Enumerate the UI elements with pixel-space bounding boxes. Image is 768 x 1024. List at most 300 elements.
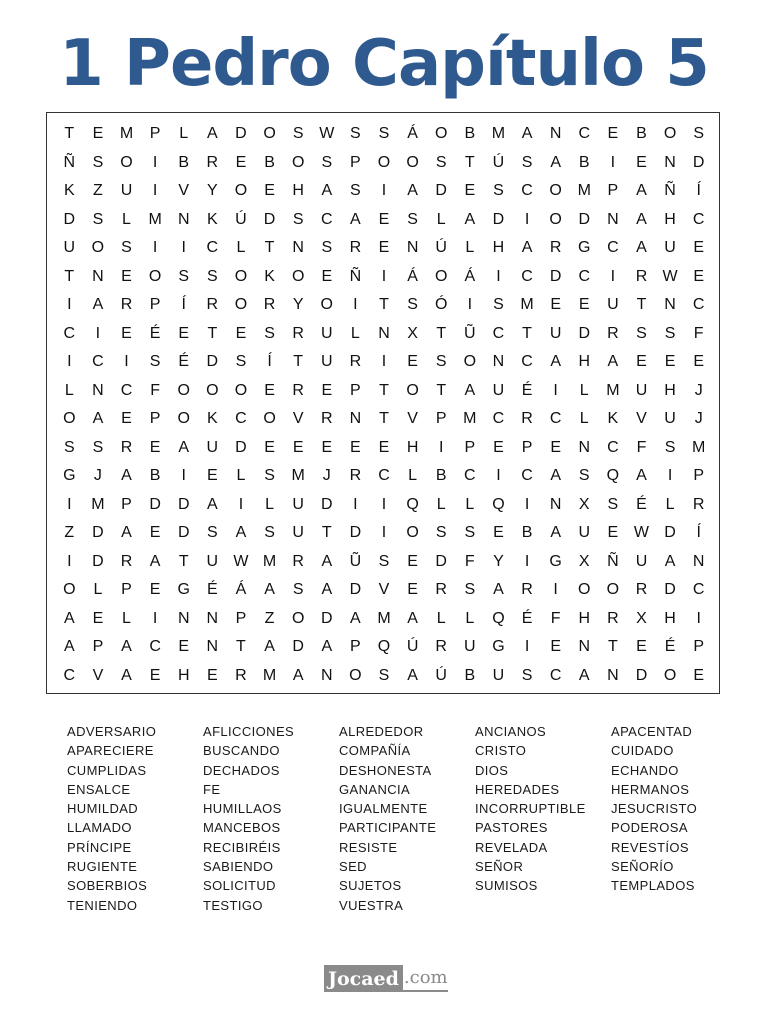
grid-cell[interactable]: D xyxy=(435,552,447,570)
grid-cell[interactable]: K xyxy=(264,267,275,285)
grid-cell[interactable]: A xyxy=(207,125,218,143)
grid-cell[interactable]: G xyxy=(578,239,591,257)
grid-cell[interactable]: S xyxy=(207,524,218,542)
grid-cell[interactable]: I xyxy=(381,353,387,371)
grid-cell[interactable]: L xyxy=(122,210,131,228)
grid-cell[interactable]: U xyxy=(664,410,676,428)
grid-cell[interactable]: Ó xyxy=(434,296,448,314)
grid-cell[interactable]: O xyxy=(349,666,362,684)
grid-cell[interactable]: H xyxy=(578,609,591,627)
grid-cell[interactable]: I xyxy=(152,182,158,200)
grid-cell[interactable]: Í xyxy=(181,296,186,314)
grid-cell[interactable]: E xyxy=(121,267,132,285)
grid-cell[interactable]: I xyxy=(181,467,186,485)
grid-cell[interactable]: L xyxy=(236,239,246,257)
grid-cell[interactable]: T xyxy=(464,153,475,171)
grid-cell[interactable]: S xyxy=(378,125,390,143)
grid-cell[interactable]: T xyxy=(436,324,447,342)
grid-cell[interactable]: B xyxy=(636,125,647,143)
grid-cell[interactable]: R xyxy=(120,438,133,456)
grid-cell[interactable]: A xyxy=(350,210,361,228)
grid-cell[interactable]: O xyxy=(234,182,248,200)
grid-cell[interactable]: E xyxy=(321,438,333,456)
grid-cell[interactable]: S xyxy=(63,438,75,456)
grid-cell[interactable]: S xyxy=(493,296,504,314)
grid-cell[interactable]: T xyxy=(379,381,389,399)
grid-cell[interactable]: O xyxy=(177,381,190,399)
grid-cell[interactable]: Q xyxy=(492,495,505,513)
grid-cell[interactable]: U xyxy=(206,438,219,456)
grid-cell[interactable]: S xyxy=(493,182,504,200)
grid-cell[interactable]: G xyxy=(549,552,562,570)
grid-cell[interactable]: Ñ xyxy=(349,267,362,285)
grid-cell[interactable]: D xyxy=(320,495,333,513)
grid-cell[interactable]: V xyxy=(407,410,418,428)
grid-cell[interactable]: U xyxy=(549,324,562,342)
grid-cell[interactable]: Z xyxy=(93,182,103,200)
grid-cell[interactable]: D xyxy=(92,552,104,570)
grid-cell[interactable]: E xyxy=(378,239,390,257)
grid-cell[interactable]: K xyxy=(207,410,218,428)
grid-cell[interactable]: S xyxy=(292,581,304,599)
grid-cell[interactable]: N xyxy=(664,153,676,171)
grid-cell[interactable]: É xyxy=(636,495,647,513)
grid-cell[interactable]: E xyxy=(378,438,390,456)
grid-cell[interactable]: O xyxy=(663,125,677,143)
grid-cell[interactable]: Á xyxy=(407,125,418,143)
grid-cell[interactable]: F xyxy=(150,381,160,399)
grid-cell[interactable]: E xyxy=(149,524,161,542)
grid-cell[interactable]: Í xyxy=(696,524,701,542)
grid-cell[interactable]: E xyxy=(550,438,561,456)
grid-cell[interactable]: P xyxy=(350,153,361,171)
grid-cell[interactable]: C xyxy=(521,182,533,200)
grid-cell[interactable]: O xyxy=(291,267,305,285)
grid-cell[interactable]: I xyxy=(610,267,616,285)
grid-cell[interactable]: U xyxy=(320,353,333,371)
grid-cell[interactable]: S xyxy=(178,267,190,285)
grid-cell[interactable]: L xyxy=(350,324,360,342)
grid-cell[interactable]: S xyxy=(321,239,333,257)
grid-cell[interactable]: S xyxy=(664,324,676,342)
grid-cell[interactable]: A xyxy=(521,125,533,143)
grid-cell[interactable]: C xyxy=(63,324,76,342)
grid-cell[interactable]: U xyxy=(607,296,619,314)
grid-cell[interactable]: P xyxy=(435,410,447,428)
grid-cell[interactable]: N xyxy=(349,410,362,428)
grid-cell[interactable]: P xyxy=(235,609,247,627)
grid-cell[interactable]: A xyxy=(664,552,676,570)
grid-cell[interactable]: O xyxy=(434,267,448,285)
grid-cell[interactable]: I xyxy=(67,296,72,314)
grid-cell[interactable]: D xyxy=(635,666,648,684)
grid-cell[interactable]: M xyxy=(692,438,706,456)
grid-cell[interactable]: R xyxy=(292,324,304,342)
grid-cell[interactable]: E xyxy=(693,353,705,371)
grid-cell[interactable]: K xyxy=(207,210,218,228)
grid-cell[interactable]: É xyxy=(178,353,190,371)
grid-cell[interactable]: D xyxy=(235,438,247,456)
grid-cell[interactable]: E xyxy=(121,410,132,428)
grid-cell[interactable]: Í xyxy=(696,182,701,200)
grid-cell[interactable]: L xyxy=(93,581,103,599)
grid-cell[interactable]: B xyxy=(464,125,476,143)
grid-cell[interactable]: Ú xyxy=(492,153,505,171)
grid-cell[interactable]: C xyxy=(692,296,705,314)
grid-cell[interactable]: C xyxy=(692,210,705,228)
grid-cell[interactable]: N xyxy=(578,438,591,456)
grid-cell[interactable]: I xyxy=(496,267,501,285)
grid-cell[interactable]: J xyxy=(93,467,102,485)
grid-cell[interactable]: M xyxy=(119,125,134,143)
grid-cell[interactable]: M xyxy=(520,296,534,314)
grid-cell[interactable]: A xyxy=(578,666,590,684)
grid-cell[interactable]: R xyxy=(635,267,648,285)
grid-cell[interactable]: C xyxy=(464,467,476,485)
grid-cell[interactable]: C xyxy=(549,666,562,684)
grid-cell[interactable]: M xyxy=(606,381,620,399)
grid-cell[interactable]: E xyxy=(264,438,275,456)
grid-cell[interactable]: C xyxy=(607,239,619,257)
grid-cell[interactable]: A xyxy=(607,353,619,371)
grid-cell[interactable]: R xyxy=(607,609,619,627)
grid-cell[interactable]: P xyxy=(121,495,132,513)
grid-cell[interactable]: D xyxy=(692,153,705,171)
grid-cell[interactable]: É xyxy=(149,324,161,342)
grid-cell[interactable]: B xyxy=(464,666,476,684)
grid-cell[interactable]: O xyxy=(177,410,190,428)
grid-cell[interactable]: E xyxy=(92,125,104,143)
grid-cell[interactable]: O xyxy=(549,182,562,200)
grid-cell[interactable]: I xyxy=(152,609,158,627)
grid-cell[interactable]: A xyxy=(121,524,132,542)
grid-cell[interactable]: D xyxy=(177,495,190,513)
grid-cell[interactable]: D xyxy=(92,524,104,542)
grid-cell[interactable]: C xyxy=(235,410,247,428)
grid-cell[interactable]: A xyxy=(464,381,476,399)
grid-cell[interactable]: A xyxy=(550,353,561,371)
grid-cell[interactable]: M xyxy=(91,495,105,513)
grid-cell[interactable]: N xyxy=(492,353,505,371)
grid-cell[interactable]: C xyxy=(521,353,533,371)
grid-cell[interactable]: X xyxy=(578,495,590,513)
grid-cell[interactable]: Ú xyxy=(235,210,247,228)
grid-cell[interactable]: S xyxy=(121,239,132,257)
grid-cell[interactable]: S xyxy=(664,438,676,456)
grid-cell[interactable]: V xyxy=(378,581,390,599)
grid-cell[interactable]: A xyxy=(550,153,561,171)
grid-cell[interactable]: S xyxy=(607,495,619,513)
grid-cell[interactable]: B xyxy=(178,153,190,171)
grid-cell[interactable]: O xyxy=(263,125,276,143)
grid-cell[interactable]: O xyxy=(406,153,419,171)
grid-cell[interactable]: S xyxy=(92,153,104,171)
grid-cell[interactable]: R xyxy=(235,666,247,684)
grid-cell[interactable]: A xyxy=(350,609,361,627)
grid-cell[interactable]: A xyxy=(264,638,275,656)
grid-cell[interactable]: E xyxy=(149,581,161,599)
grid-cell[interactable]: D xyxy=(177,524,190,542)
grid-cell[interactable]: S xyxy=(636,324,647,342)
grid-cell[interactable]: H xyxy=(292,182,304,200)
grid-cell[interactable]: O xyxy=(434,125,448,143)
grid-cell[interactable]: I xyxy=(95,324,101,342)
grid-cell[interactable]: N xyxy=(292,239,304,257)
grid-cell[interactable]: N xyxy=(177,609,190,627)
grid-cell[interactable]: E xyxy=(378,210,390,228)
grid-cell[interactable]: I xyxy=(67,353,72,371)
grid-cell[interactable]: P xyxy=(92,638,104,656)
grid-cell[interactable]: R xyxy=(292,381,304,399)
grid-cell[interactable]: P xyxy=(521,438,533,456)
grid-cell[interactable]: T xyxy=(379,410,389,428)
grid-cell[interactable]: O xyxy=(63,581,76,599)
grid-cell[interactable]: P xyxy=(464,438,476,456)
grid-cell[interactable]: S xyxy=(264,467,275,485)
grid-cell[interactable]: D xyxy=(349,524,362,542)
grid-cell[interactable]: N xyxy=(206,609,219,627)
grid-cell[interactable]: I xyxy=(353,495,358,513)
grid-cell[interactable]: E xyxy=(207,467,218,485)
grid-cell[interactable]: L xyxy=(436,495,446,513)
grid-cell[interactable]: T xyxy=(321,524,332,542)
grid-cell[interactable]: A xyxy=(321,581,333,599)
grid-cell[interactable]: Ú xyxy=(435,666,447,684)
grid-cell[interactable]: A xyxy=(121,467,132,485)
grid-cell[interactable]: R xyxy=(549,239,562,257)
grid-cell[interactable]: I xyxy=(524,210,530,228)
grid-cell[interactable]: N xyxy=(664,296,676,314)
grid-cell[interactable]: E xyxy=(235,324,247,342)
grid-cell[interactable]: O xyxy=(606,581,620,599)
grid-cell[interactable]: C xyxy=(549,410,562,428)
grid-cell[interactable]: E xyxy=(178,638,190,656)
grid-cell[interactable]: V xyxy=(292,410,304,428)
grid-cell[interactable]: P xyxy=(149,410,161,428)
grid-cell[interactable]: J xyxy=(694,381,703,399)
grid-cell[interactable]: A xyxy=(92,296,104,314)
grid-cell[interactable]: E xyxy=(578,296,590,314)
grid-cell[interactable]: B xyxy=(149,467,161,485)
grid-cell[interactable]: É xyxy=(521,381,533,399)
grid-cell[interactable]: G xyxy=(63,467,76,485)
grid-cell[interactable]: A xyxy=(636,239,647,257)
grid-cell[interactable]: Q xyxy=(406,495,419,513)
grid-cell[interactable]: Y xyxy=(493,552,504,570)
grid-cell[interactable]: S xyxy=(264,324,275,342)
grid-cell[interactable]: E xyxy=(92,609,104,627)
grid-cell[interactable]: E xyxy=(607,524,619,542)
grid-cell[interactable]: R xyxy=(120,552,133,570)
grid-cell[interactable]: R xyxy=(635,581,648,599)
grid-cell[interactable]: C xyxy=(92,353,104,371)
grid-cell[interactable]: I xyxy=(381,495,387,513)
grid-cell[interactable]: B xyxy=(578,153,590,171)
grid-cell[interactable]: R xyxy=(206,296,219,314)
grid-cell[interactable]: E xyxy=(636,353,647,371)
grid-cell[interactable]: N xyxy=(549,125,562,143)
grid-cell[interactable]: N xyxy=(406,239,419,257)
grid-cell[interactable]: D xyxy=(578,324,591,342)
grid-cell[interactable]: X xyxy=(636,609,647,627)
grid-cell[interactable]: N xyxy=(607,210,619,228)
grid-cell[interactable]: N xyxy=(549,495,562,513)
grid-cell[interactable]: H xyxy=(664,381,676,399)
grid-cell[interactable]: I xyxy=(553,581,558,599)
grid-cell[interactable]: T xyxy=(264,239,275,257)
grid-cell[interactable]: E xyxy=(407,353,418,371)
grid-cell[interactable]: Y xyxy=(292,296,304,314)
grid-cell[interactable]: R xyxy=(349,353,362,371)
grid-cell[interactable]: L xyxy=(436,210,446,228)
grid-cell[interactable]: X xyxy=(578,552,590,570)
grid-cell[interactable]: H xyxy=(664,210,676,228)
grid-cell[interactable]: C xyxy=(149,638,161,656)
grid-cell[interactable]: M xyxy=(262,552,277,570)
grid-cell[interactable]: A xyxy=(407,182,418,200)
grid-cell[interactable]: U xyxy=(292,495,304,513)
grid-cell[interactable]: S xyxy=(292,125,304,143)
grid-cell[interactable]: R xyxy=(521,581,533,599)
grid-cell[interactable]: S xyxy=(435,353,447,371)
grid-cell[interactable]: R xyxy=(120,296,133,314)
grid-cell[interactable]: I xyxy=(353,296,358,314)
grid-cell[interactable]: E xyxy=(264,381,275,399)
grid-cell[interactable]: V xyxy=(178,182,190,200)
grid-cell[interactable]: É xyxy=(207,581,218,599)
grid-cell[interactable]: D xyxy=(549,267,562,285)
grid-cell[interactable]: T xyxy=(379,296,389,314)
grid-cell[interactable]: I xyxy=(152,239,158,257)
grid-cell[interactable]: S xyxy=(435,524,447,542)
grid-cell[interactable]: F xyxy=(550,609,561,627)
grid-cell[interactable]: E xyxy=(493,524,504,542)
grid-cell[interactable]: I xyxy=(124,353,129,371)
grid-cell[interactable]: T xyxy=(636,296,647,314)
grid-cell[interactable]: A xyxy=(235,524,247,542)
grid-cell[interactable]: Ú xyxy=(406,638,419,656)
grid-cell[interactable]: T xyxy=(607,638,618,656)
grid-cell[interactable]: D xyxy=(206,353,219,371)
grid-cell[interactable]: M xyxy=(577,182,591,200)
grid-cell[interactable]: S xyxy=(378,666,390,684)
grid-cell[interactable]: E xyxy=(693,666,705,684)
grid-cell[interactable]: M xyxy=(148,210,162,228)
grid-cell[interactable]: Ũ xyxy=(464,324,476,342)
grid-cell[interactable]: F xyxy=(693,324,704,342)
grid-cell[interactable]: S xyxy=(578,467,590,485)
grid-cell[interactable]: Í xyxy=(267,353,272,371)
grid-cell[interactable]: I xyxy=(381,267,387,285)
grid-cell[interactable]: U xyxy=(206,552,219,570)
grid-cell[interactable]: E xyxy=(321,267,333,285)
grid-cell[interactable]: W xyxy=(233,552,249,570)
grid-cell[interactable]: D xyxy=(664,524,676,542)
grid-cell[interactable]: W xyxy=(662,267,678,285)
grid-cell[interactable]: O xyxy=(263,410,276,428)
grid-cell[interactable]: C xyxy=(521,267,533,285)
grid-cell[interactable]: U xyxy=(664,239,676,257)
grid-cell[interactable]: I xyxy=(381,524,387,542)
grid-cell[interactable]: A xyxy=(321,638,333,656)
grid-cell[interactable]: A xyxy=(464,210,476,228)
grid-cell[interactable]: C xyxy=(120,381,133,399)
grid-cell[interactable]: L xyxy=(579,381,589,399)
grid-cell[interactable]: O xyxy=(291,153,305,171)
grid-cell[interactable]: E xyxy=(693,267,705,285)
grid-cell[interactable]: E xyxy=(178,324,190,342)
grid-cell[interactable]: Á xyxy=(235,581,247,599)
grid-cell[interactable]: É xyxy=(664,638,676,656)
grid-cell[interactable]: D xyxy=(235,125,247,143)
grid-cell[interactable]: T xyxy=(207,324,218,342)
grid-cell[interactable]: O xyxy=(377,153,391,171)
grid-cell[interactable]: I xyxy=(438,438,444,456)
grid-cell[interactable]: S xyxy=(464,581,476,599)
grid-cell[interactable]: C xyxy=(492,324,505,342)
grid-cell[interactable]: A xyxy=(63,609,75,627)
grid-cell[interactable]: W xyxy=(633,524,650,542)
grid-cell[interactable]: N xyxy=(607,666,619,684)
grid-cell[interactable]: O xyxy=(234,296,248,314)
grid-cell[interactable]: L xyxy=(465,239,475,257)
grid-cell[interactable]: S xyxy=(207,267,218,285)
grid-cell[interactable]: F xyxy=(464,552,475,570)
grid-cell[interactable]: O xyxy=(406,381,419,399)
grid-cell[interactable]: O xyxy=(463,353,477,371)
grid-cell[interactable]: S xyxy=(292,210,304,228)
grid-cell[interactable]: Ñ xyxy=(607,552,619,570)
grid-cell[interactable]: C xyxy=(63,666,76,684)
grid-cell[interactable]: N xyxy=(692,552,705,570)
grid-cell[interactable]: Á xyxy=(407,267,418,285)
grid-cell[interactable]: C xyxy=(378,467,390,485)
grid-cell[interactable]: C xyxy=(521,467,533,485)
grid-cell[interactable]: Z xyxy=(64,524,75,542)
grid-cell[interactable]: A xyxy=(63,638,75,656)
grid-cell[interactable]: Q xyxy=(492,609,505,627)
grid-cell[interactable]: I xyxy=(152,153,158,171)
grid-cell[interactable]: I xyxy=(381,182,387,200)
grid-cell[interactable]: E xyxy=(664,353,676,371)
grid-cell[interactable]: I xyxy=(696,609,701,627)
grid-cell[interactable]: A xyxy=(121,666,132,684)
grid-cell[interactable]: A xyxy=(407,666,418,684)
grid-cell[interactable]: H xyxy=(578,353,591,371)
grid-cell[interactable]: R xyxy=(521,410,533,428)
grid-cell[interactable]: A xyxy=(550,467,561,485)
grid-cell[interactable]: Á xyxy=(464,267,476,285)
grid-cell[interactable]: G xyxy=(177,581,190,599)
grid-cell[interactable]: L xyxy=(465,495,475,513)
grid-cell[interactable]: K xyxy=(63,182,75,200)
grid-cell[interactable]: O xyxy=(234,381,248,399)
grid-cell[interactable]: S xyxy=(693,125,705,143)
grid-cell[interactable]: A xyxy=(321,182,333,200)
grid-cell[interactable]: R xyxy=(320,410,333,428)
grid-cell[interactable]: D xyxy=(349,581,362,599)
grid-cell[interactable]: V xyxy=(92,666,104,684)
grid-cell[interactable]: L xyxy=(179,125,189,143)
grid-cell[interactable]: O xyxy=(663,666,677,684)
grid-cell[interactable]: C xyxy=(578,125,591,143)
grid-cell[interactable]: I xyxy=(181,239,186,257)
grid-cell[interactable]: E xyxy=(149,438,161,456)
grid-cell[interactable]: S xyxy=(350,182,361,200)
grid-cell[interactable]: I xyxy=(610,153,616,171)
grid-cell[interactable]: C xyxy=(692,581,705,599)
grid-cell[interactable]: U xyxy=(492,381,505,399)
